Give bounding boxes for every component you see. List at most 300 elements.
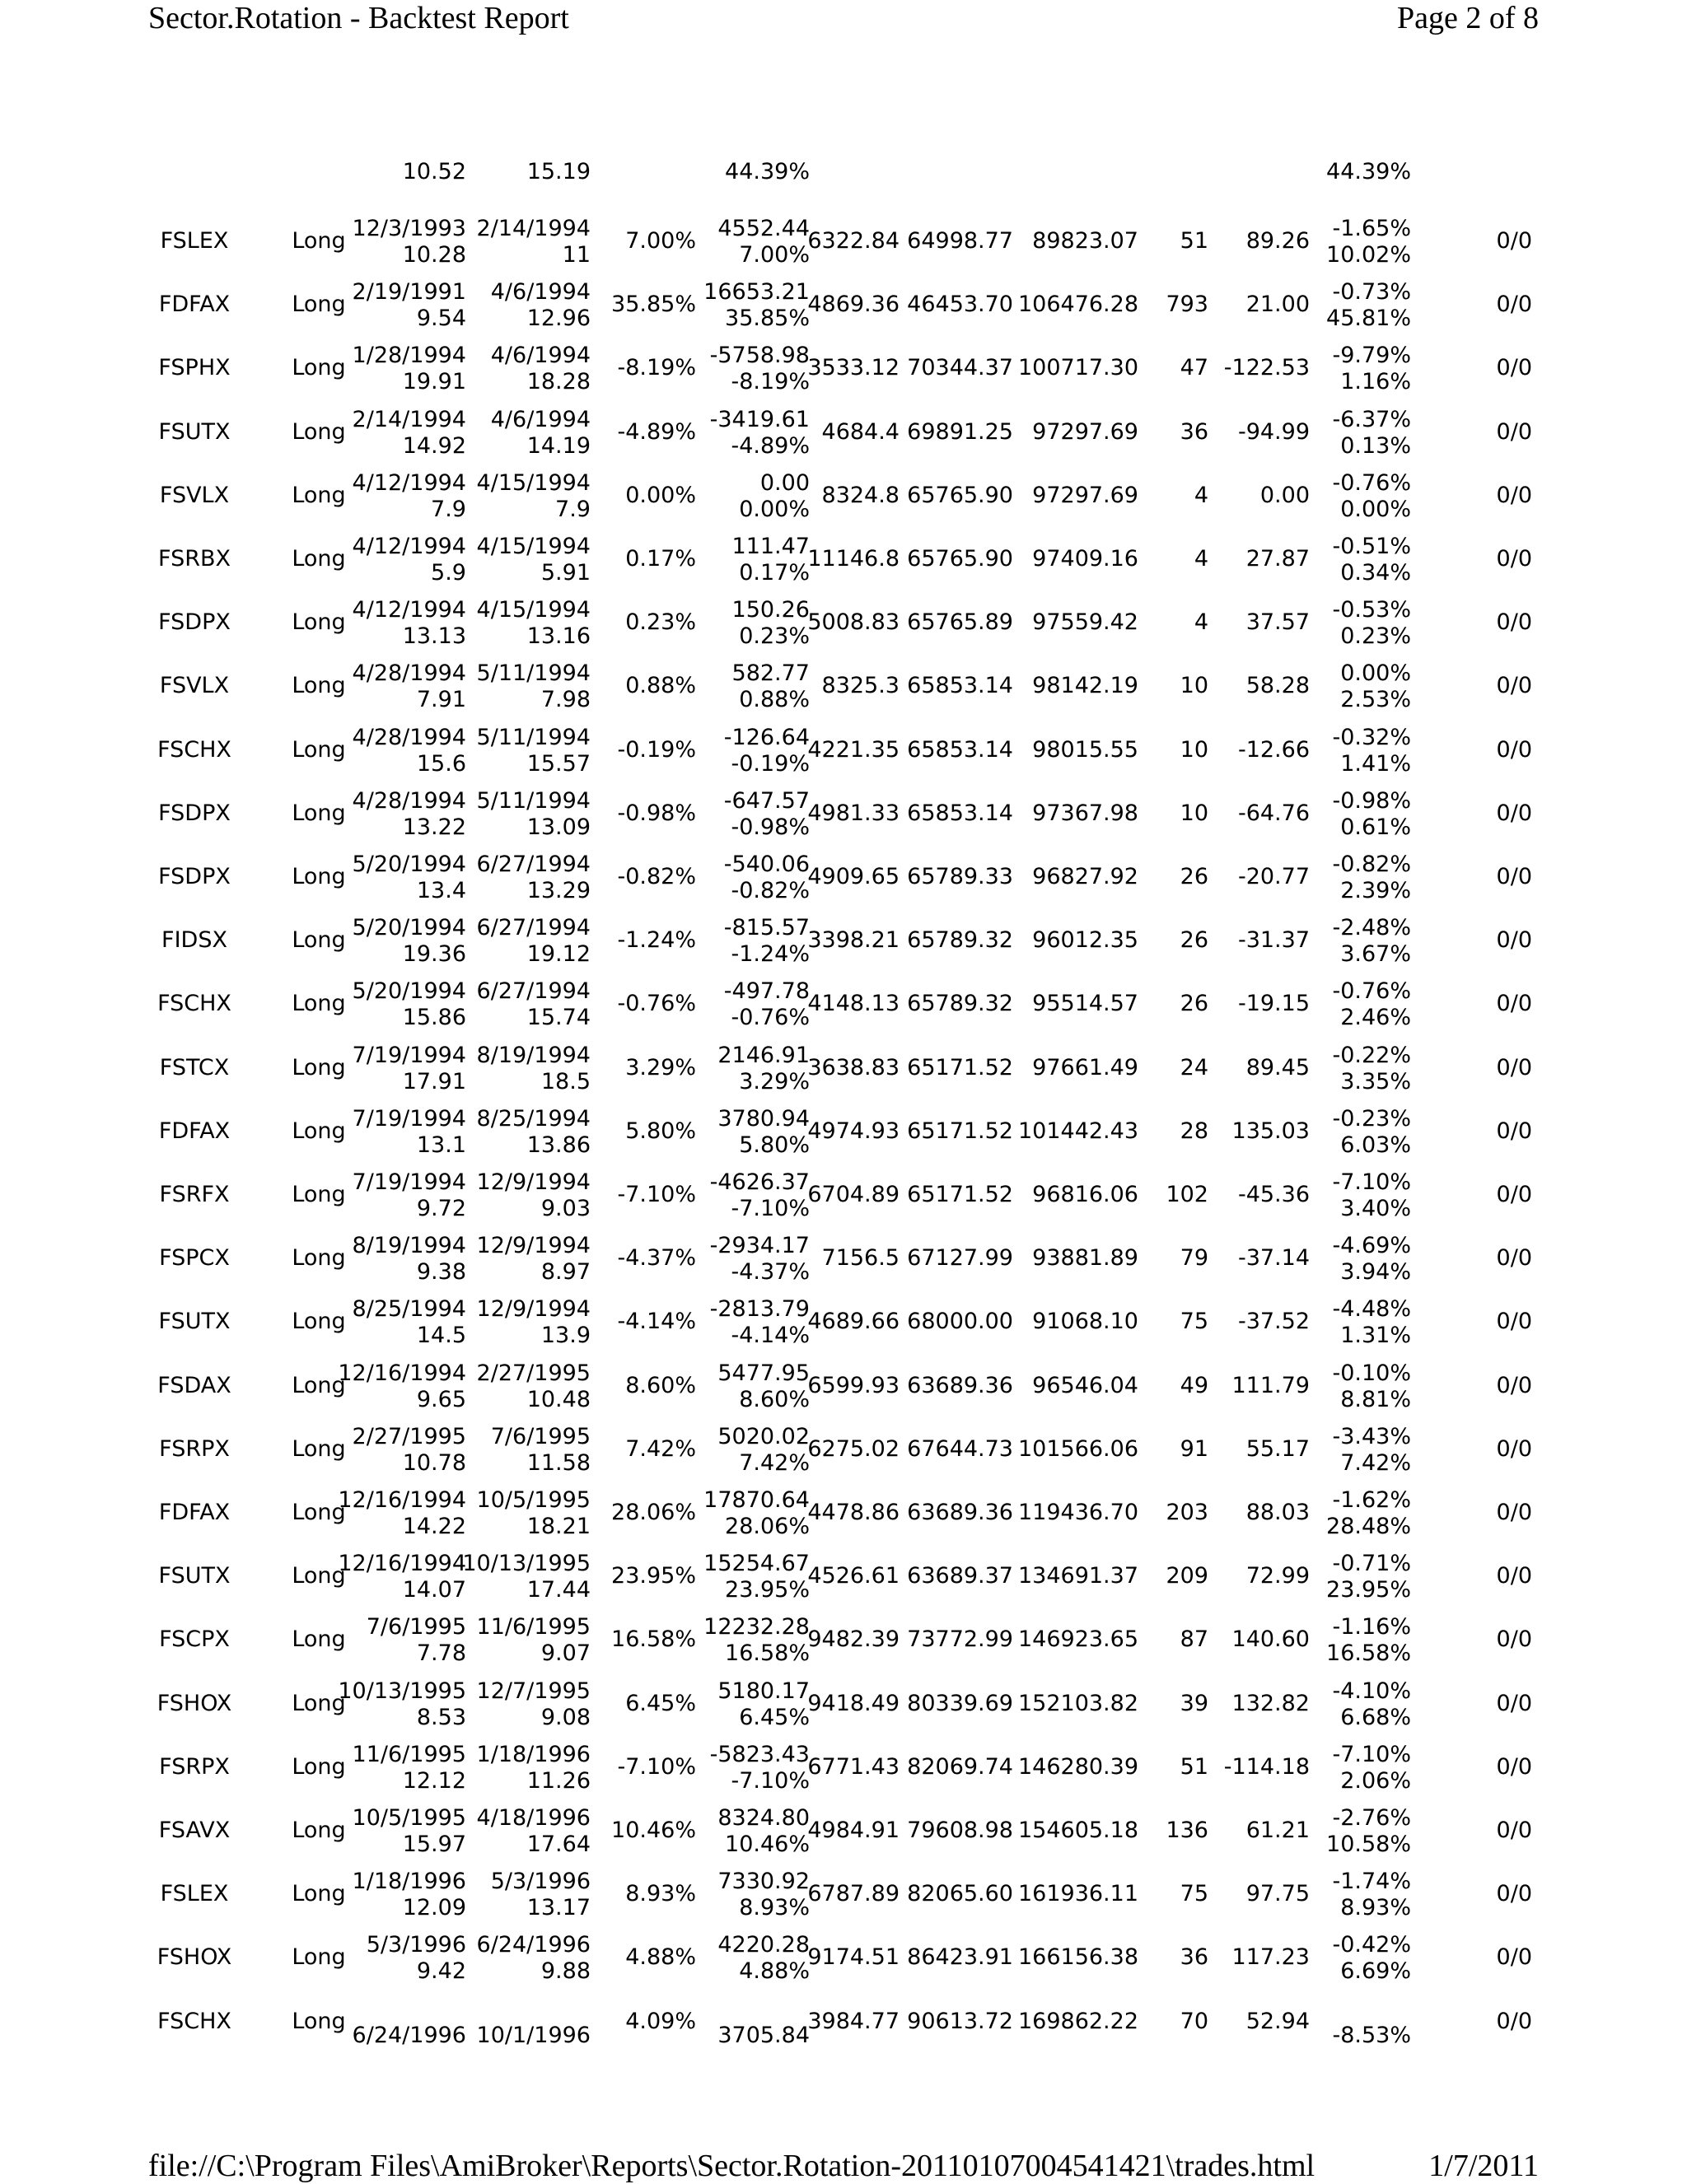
symbol: FDFAX — [158, 1118, 231, 1144]
profit: -3419.61 — [709, 406, 810, 432]
mae: -2.76% — [1332, 1805, 1411, 1831]
exit-date: 10/1/1996 — [476, 2022, 591, 2048]
exit-date: 10/13/1995 — [462, 1551, 591, 1577]
symbol: FSDPX — [158, 864, 231, 889]
print-date: 1/7/2011 — [1428, 2149, 1539, 2183]
entry-price: 10.52 — [402, 159, 466, 184]
entry-date: 7/19/1994 — [352, 1169, 466, 1195]
shares: 4221.35 — [807, 736, 900, 763]
entry-date: 5/20/1994 — [352, 852, 466, 877]
profit-percent: 6.45% — [739, 1704, 810, 1730]
entry-price: 13.13 — [402, 623, 466, 650]
entry-date: 2/27/1995 — [352, 1423, 466, 1449]
cumulative-profit: 96827.92 — [1032, 864, 1138, 889]
profit: 16653.21 — [703, 279, 810, 306]
exit-price: 18.21 — [526, 1514, 591, 1539]
mfe: 28.48% — [1326, 1514, 1411, 1539]
scale-in-out: 0/0 — [1496, 1944, 1532, 1971]
exit-date: 12/9/1994 — [476, 1296, 591, 1323]
profit: -647.57 — [723, 787, 810, 814]
entry-price: 19.91 — [402, 369, 466, 395]
entry-date: 5/20/1994 — [352, 915, 466, 941]
profit: 4552.44 — [717, 216, 810, 241]
scale-in-out: 0/0 — [1496, 1626, 1532, 1653]
trade-side: Long — [292, 355, 346, 381]
exit-date: 8/25/1994 — [476, 1105, 591, 1132]
mfe: 2.53% — [1340, 687, 1411, 713]
exit-date: 6/27/1994 — [476, 852, 591, 877]
mfe: 2.39% — [1340, 878, 1411, 903]
mae: -1.65% — [1332, 216, 1411, 241]
entry-date: 7/19/1994 — [352, 1105, 466, 1132]
symbol: FSAVX — [158, 1818, 231, 1843]
exit-price: 13.17 — [526, 1895, 591, 1921]
change-percent: -0.82% — [617, 864, 696, 889]
symbol: FSLEX — [160, 228, 229, 254]
profit-per-bar: -114.18 — [1223, 1753, 1310, 1780]
trade-side: Long — [292, 1626, 346, 1653]
change-percent: -0.76% — [617, 991, 696, 1017]
profit: -4626.37 — [709, 1169, 810, 1195]
cumulative-profit: 169862.22 — [1017, 2008, 1138, 2034]
change-percent: 4.09% — [625, 2008, 696, 2034]
exit-price: 7.9 — [555, 496, 591, 522]
mae: -1.74% — [1332, 1869, 1411, 1895]
profit: -5758.98 — [709, 343, 810, 369]
entry-date: 4/28/1994 — [352, 660, 466, 687]
position-value: 79608.98 — [907, 1818, 1013, 1843]
profit-per-bar: -12.66 — [1237, 736, 1310, 763]
cumulative-profit: 166156.38 — [1017, 1944, 1138, 1971]
change-percent: 4.88% — [625, 1944, 696, 1971]
bars-held: 136 — [1166, 1818, 1208, 1843]
trade-side: Long — [292, 1309, 346, 1335]
bars-held: 70 — [1180, 2008, 1208, 2034]
symbol: FSTCX — [159, 1054, 230, 1080]
profit-percent: 23.95% — [725, 1577, 810, 1603]
change-percent: -7.10% — [617, 1182, 696, 1207]
entry-price: 5.9 — [431, 560, 466, 586]
profit: -2934.17 — [709, 1233, 810, 1259]
position-value: 80339.69 — [907, 1690, 1013, 1716]
scale-in-out: 0/0 — [1496, 1563, 1532, 1589]
profit-percent: -8.19% — [731, 369, 810, 395]
entry-date: 12/16/1994 — [338, 1360, 466, 1386]
profit-percent: -0.76% — [731, 1005, 810, 1031]
shares: 4984.91 — [807, 1818, 900, 1843]
scale-in-out: 0/0 — [1496, 1500, 1532, 1525]
mfe: 3.35% — [1340, 1068, 1411, 1094]
cumulative-profit: 97297.69 — [1032, 418, 1138, 445]
shares: 6599.93 — [807, 1372, 900, 1398]
shares: 7156.5 — [821, 1245, 900, 1272]
position-value: 65765.90 — [907, 482, 1013, 508]
cumulative-profit: 154605.18 — [1017, 1818, 1138, 1843]
exit-date: 4/18/1996 — [476, 1805, 591, 1831]
exit-date: 5/11/1994 — [476, 787, 591, 814]
position-value: 65789.32 — [907, 927, 1013, 954]
trade-side: Long — [292, 1054, 346, 1080]
profit-percent: -4.14% — [731, 1323, 810, 1349]
symbol: FSRPX — [159, 1753, 230, 1780]
profit: -815.57 — [723, 915, 810, 941]
trade-side: Long — [292, 1245, 346, 1272]
profit-percent: 0.00% — [739, 496, 810, 522]
entry-date: 12/16/1994 — [338, 1551, 466, 1577]
mfe: 0.34% — [1340, 560, 1411, 586]
trade-side: Long — [292, 546, 346, 572]
bars-held: 49 — [1180, 1372, 1208, 1398]
scale-in-out: 0/0 — [1496, 228, 1532, 254]
symbol: FDFAX — [158, 292, 231, 318]
profit: 3705.84 — [717, 2022, 810, 2048]
mae: -0.10% — [1332, 1360, 1411, 1386]
mae: -6.37% — [1332, 406, 1411, 432]
entry-price: 9.38 — [416, 1259, 466, 1286]
bars-held: 26 — [1180, 927, 1208, 954]
position-value: 63689.37 — [907, 1563, 1013, 1589]
profit-percent: -4.37% — [731, 1259, 810, 1286]
exit-price: 10.48 — [526, 1386, 591, 1412]
exit-date: 8/19/1994 — [476, 1042, 591, 1068]
change-percent: -8.19% — [617, 355, 696, 381]
profit-percent: 0.17% — [739, 560, 810, 586]
shares: 3398.21 — [807, 927, 900, 954]
mfe: 1.41% — [1340, 750, 1411, 777]
position-value: 63689.36 — [907, 1372, 1013, 1398]
profit-per-bar: 55.17 — [1245, 1435, 1310, 1462]
trade-side: Long — [292, 736, 346, 763]
entry-price: 14.07 — [402, 1577, 466, 1603]
exit-date: 12/9/1994 — [476, 1169, 591, 1195]
position-value: 86423.91 — [907, 1944, 1013, 1971]
trade-side: Long — [292, 2008, 346, 2034]
cumulative-profit: 134691.37 — [1017, 1563, 1138, 1589]
scale-in-out: 0/0 — [1496, 1690, 1532, 1716]
change-percent: 16.58% — [611, 1626, 696, 1653]
entry-date: 11/6/1995 — [352, 1741, 466, 1767]
profit-per-bar: -94.99 — [1237, 418, 1310, 445]
report-title: Sector.Rotation - Backtest Report — [148, 1, 569, 35]
cumulative-profit: 101566.06 — [1017, 1435, 1138, 1462]
entry-price: 15.97 — [402, 1832, 466, 1857]
symbol: FSCPX — [159, 1626, 230, 1653]
change-percent: 8.93% — [625, 1881, 696, 1907]
exit-price: 9.07 — [540, 1640, 591, 1667]
mfe: 6.69% — [1340, 1958, 1411, 1985]
change-percent: 0.17% — [625, 546, 696, 572]
profit-per-bar: 89.26 — [1245, 228, 1310, 254]
mae: -4.48% — [1332, 1296, 1411, 1323]
profit: 5180.17 — [717, 1678, 810, 1704]
entry-price: 15.6 — [416, 750, 466, 777]
cumulative-profit: 100717.30 — [1017, 355, 1138, 381]
file-path: file://C:\Program Files\AmiBroker\Reports\Sector.Rotation-20110107004541421\trades.html — [148, 2149, 1315, 2183]
cumulative-profit: 96816.06 — [1032, 1182, 1138, 1207]
trade-side: Long — [292, 800, 346, 826]
exit-date: 6/24/1996 — [476, 1932, 591, 1958]
bars-held: 87 — [1180, 1626, 1208, 1653]
profit-per-bar: 27.87 — [1245, 546, 1310, 572]
scale-in-out: 0/0 — [1496, 1245, 1532, 1272]
profit: 15254.67 — [703, 1551, 810, 1577]
bars-held: 10 — [1180, 736, 1208, 763]
change-percent: -4.14% — [617, 1309, 696, 1335]
exit-price: 15.74 — [526, 1005, 591, 1031]
trade-side: Long — [292, 1881, 346, 1907]
mfe: 6.03% — [1340, 1132, 1411, 1158]
shares: 4981.33 — [807, 800, 900, 826]
mae: -7.10% — [1332, 1741, 1411, 1767]
entry-price: 13.22 — [402, 814, 466, 840]
mfe: 7.42% — [1340, 1449, 1411, 1476]
profit: 0.00 — [759, 469, 810, 496]
profit: 582.77 — [731, 660, 810, 687]
cumulative-profit: 161936.11 — [1017, 1881, 1138, 1907]
entry-date: 12/3/1993 — [352, 216, 466, 241]
change-percent: 23.95% — [611, 1563, 696, 1589]
profit: 8324.80 — [717, 1805, 810, 1831]
cumulative-profit: 98015.55 — [1032, 736, 1138, 763]
exit-price: 8.97 — [540, 1259, 591, 1286]
entry-date: 2/14/1994 — [352, 406, 466, 432]
bars-held: 75 — [1180, 1309, 1208, 1335]
profit-per-bar: -64.76 — [1237, 800, 1310, 826]
entry-date: 10/5/1995 — [352, 1805, 466, 1831]
mae: -0.22% — [1332, 1042, 1411, 1068]
trade-side: Long — [292, 1690, 346, 1716]
profit-per-bar: 97.75 — [1245, 1881, 1310, 1907]
cumulative-profit: 89823.07 — [1032, 228, 1138, 254]
exit-date: 2/14/1994 — [476, 216, 591, 241]
profit-percent: 16.58% — [725, 1640, 810, 1667]
mfe: 10.02% — [1326, 242, 1411, 268]
trade-side: Long — [292, 1563, 346, 1589]
symbol: FSCHX — [157, 2008, 231, 2034]
bars-held: 10 — [1180, 673, 1208, 699]
scale-in-out: 0/0 — [1496, 1753, 1532, 1780]
entry-price: 14.92 — [402, 432, 466, 459]
profit-per-bar: 61.21 — [1245, 1818, 1310, 1843]
trade-side: Long — [292, 673, 346, 699]
bars-held: 10 — [1180, 800, 1208, 826]
profit: 111.47 — [731, 534, 810, 559]
exit-date: 4/15/1994 — [476, 469, 591, 496]
profit-per-bar: 135.03 — [1231, 1118, 1310, 1144]
trade-side: Long — [292, 1500, 346, 1525]
mfe: 0.61% — [1340, 814, 1411, 840]
profit-per-bar: 117.23 — [1231, 1944, 1310, 1971]
scale-in-out: 0/0 — [1496, 1182, 1532, 1207]
mfe: 3.94% — [1340, 1259, 1411, 1286]
shares: 9418.49 — [807, 1690, 900, 1716]
mae: -1.16% — [1332, 1614, 1411, 1640]
position-value: 65853.14 — [907, 736, 1013, 763]
mfe: 16.58% — [1326, 1640, 1411, 1667]
profit: 12232.28 — [703, 1614, 810, 1640]
entry-date: 1/28/1994 — [352, 343, 466, 369]
profit: -5823.43 — [709, 1741, 810, 1767]
profit: 3780.94 — [717, 1105, 810, 1132]
profit-percent: -1.24% — [731, 941, 810, 968]
exit-price: 13.86 — [526, 1132, 591, 1158]
position-value: 67127.99 — [907, 1245, 1013, 1272]
profit: -126.64 — [723, 724, 810, 750]
exit-date: 6/27/1994 — [476, 978, 591, 1005]
shares: 3533.12 — [807, 355, 900, 381]
exit-price: 18.28 — [526, 369, 591, 395]
symbol: FSCHX — [157, 736, 231, 763]
profit-percent: -4.89% — [731, 432, 810, 459]
mae: -0.82% — [1332, 852, 1411, 877]
profit: -540.06 — [723, 852, 810, 877]
entry-date: 10/13/1995 — [338, 1678, 466, 1704]
shares: 8325.3 — [821, 673, 900, 699]
cumulative-profit: 96012.35 — [1032, 927, 1138, 954]
shares: 4684.4 — [821, 418, 900, 445]
position-value: 90613.72 — [907, 2008, 1013, 2034]
entry-price: 9.65 — [416, 1386, 466, 1412]
cumulative-profit: 119436.70 — [1017, 1500, 1138, 1525]
exit-date: 4/6/1994 — [490, 343, 591, 369]
mfe: 3.67% — [1340, 941, 1411, 968]
mae: -0.76% — [1332, 469, 1411, 496]
profit-percent: 3.29% — [739, 1068, 810, 1094]
scale-in-out: 0/0 — [1496, 864, 1532, 889]
trade-side: Long — [292, 482, 346, 508]
scale-in-out: 0/0 — [1496, 418, 1532, 445]
entry-price: 13.1 — [416, 1132, 466, 1158]
symbol: FSVLX — [159, 482, 230, 508]
change-percent: 6.45% — [625, 1690, 696, 1716]
exit-date: 4/6/1994 — [490, 279, 591, 306]
cumulative-profit: 146280.39 — [1017, 1753, 1138, 1780]
profit-percent: 5.80% — [739, 1132, 810, 1158]
bars-held: 51 — [1180, 228, 1208, 254]
exit-date: 12/9/1994 — [476, 1233, 591, 1259]
profit-per-bar: 88.03 — [1245, 1500, 1310, 1525]
position-value: 65853.14 — [907, 800, 1013, 826]
profit-per-bar: 58.28 — [1245, 673, 1310, 699]
exit-price: 9.88 — [540, 1958, 591, 1985]
bars-held: 793 — [1166, 292, 1208, 318]
mfe: 0.00% — [1340, 496, 1411, 522]
position-value: 63689.36 — [907, 1500, 1013, 1525]
change-percent: 5.80% — [625, 1118, 696, 1144]
trade-side: Long — [292, 228, 346, 254]
mae: -4.10% — [1332, 1678, 1411, 1704]
profit: 2146.91 — [717, 1042, 810, 1068]
profit: 7330.92 — [717, 1869, 810, 1895]
mfe: 45.81% — [1326, 306, 1411, 332]
position-value: 65171.52 — [907, 1182, 1013, 1207]
profit-per-bar: -19.15 — [1237, 991, 1310, 1017]
profit-percent: 0.88% — [739, 687, 810, 713]
bars-held: 75 — [1180, 1881, 1208, 1907]
change-percent: -0.19% — [617, 736, 696, 763]
symbol: FSDPX — [158, 609, 231, 636]
scale-in-out: 0/0 — [1496, 1881, 1532, 1907]
mae: -0.76% — [1332, 978, 1411, 1005]
mfe: 1.16% — [1340, 369, 1411, 395]
profit-per-bar: -31.37 — [1237, 927, 1310, 954]
exit-date: 11/6/1995 — [476, 1614, 591, 1640]
profit: 5020.02 — [717, 1423, 810, 1449]
trade-side: Long — [292, 1372, 346, 1398]
shares: 4974.93 — [807, 1118, 900, 1144]
trade-side: Long — [292, 1818, 346, 1843]
exit-price: 12.96 — [526, 306, 591, 332]
profit-percent: 7.42% — [739, 1449, 810, 1476]
symbol: FSPHX — [158, 355, 231, 381]
bars-held: 209 — [1166, 1563, 1208, 1589]
shares: 8324.8 — [821, 482, 900, 508]
entry-price: 10.28 — [402, 242, 466, 268]
position-value: 82069.74 — [907, 1753, 1013, 1780]
change-percent: -4.89% — [617, 418, 696, 445]
entry-date: 4/12/1994 — [352, 597, 466, 623]
trade-side: Long — [292, 1118, 346, 1144]
shares: 3984.77 — [807, 2008, 900, 2034]
bars-held: 79 — [1180, 1245, 1208, 1272]
position-value: 65765.90 — [907, 546, 1013, 572]
profit-percent: -7.10% — [731, 1196, 810, 1221]
profit-percent: 8.93% — [739, 1895, 810, 1921]
profit-per-bar: -122.53 — [1223, 355, 1310, 381]
position-value: 65171.52 — [907, 1054, 1013, 1080]
mfe: 0.13% — [1340, 432, 1411, 459]
position-value: 64998.77 — [907, 228, 1013, 254]
shares: 9482.39 — [807, 1626, 900, 1653]
profit-percent: 7.00% — [739, 242, 810, 268]
entry-date: 8/19/1994 — [352, 1233, 466, 1259]
trade-side: Long — [292, 1435, 346, 1462]
cumulative-profit: 96546.04 — [1032, 1372, 1138, 1398]
exit-price: 19.12 — [526, 941, 591, 968]
shares: 6704.89 — [807, 1182, 900, 1207]
symbol: FDFAX — [158, 1500, 231, 1525]
entry-price: 7.9 — [431, 496, 466, 522]
trade-side: Long — [292, 1182, 346, 1207]
bars-held: 102 — [1166, 1182, 1208, 1207]
entry-price: 8.53 — [416, 1704, 466, 1730]
scale-in-out: 0/0 — [1496, 673, 1532, 699]
exit-date: 5/11/1994 — [476, 724, 591, 750]
bars-held: 91 — [1180, 1435, 1208, 1462]
entry-price: 9.72 — [416, 1196, 466, 1221]
entry-date: 7/6/1995 — [366, 1614, 466, 1640]
position-value: 65853.14 — [907, 673, 1013, 699]
bars-held: 39 — [1180, 1690, 1208, 1716]
shares: 4869.36 — [807, 292, 900, 318]
mfe: 3.40% — [1340, 1196, 1411, 1221]
position-value: 46453.70 — [907, 292, 1013, 318]
position-value: 65789.32 — [907, 991, 1013, 1017]
mfe: 2.06% — [1340, 1767, 1411, 1794]
symbol: FSPCX — [159, 1245, 230, 1272]
scale-in-out: 0/0 — [1496, 927, 1532, 954]
position-value: 65171.52 — [907, 1118, 1013, 1144]
bars-held: 47 — [1180, 355, 1208, 381]
profit-percent: 28.06% — [725, 1514, 810, 1539]
bars-held: 4 — [1194, 546, 1208, 572]
profit-per-bar: 37.57 — [1245, 609, 1310, 636]
trade-side: Long — [292, 1944, 346, 1971]
bars-held: 36 — [1180, 418, 1208, 445]
entry-price: 7.91 — [416, 687, 466, 713]
exit-date: 1/18/1996 — [476, 1741, 591, 1767]
scale-in-out: 0/0 — [1496, 1054, 1532, 1080]
